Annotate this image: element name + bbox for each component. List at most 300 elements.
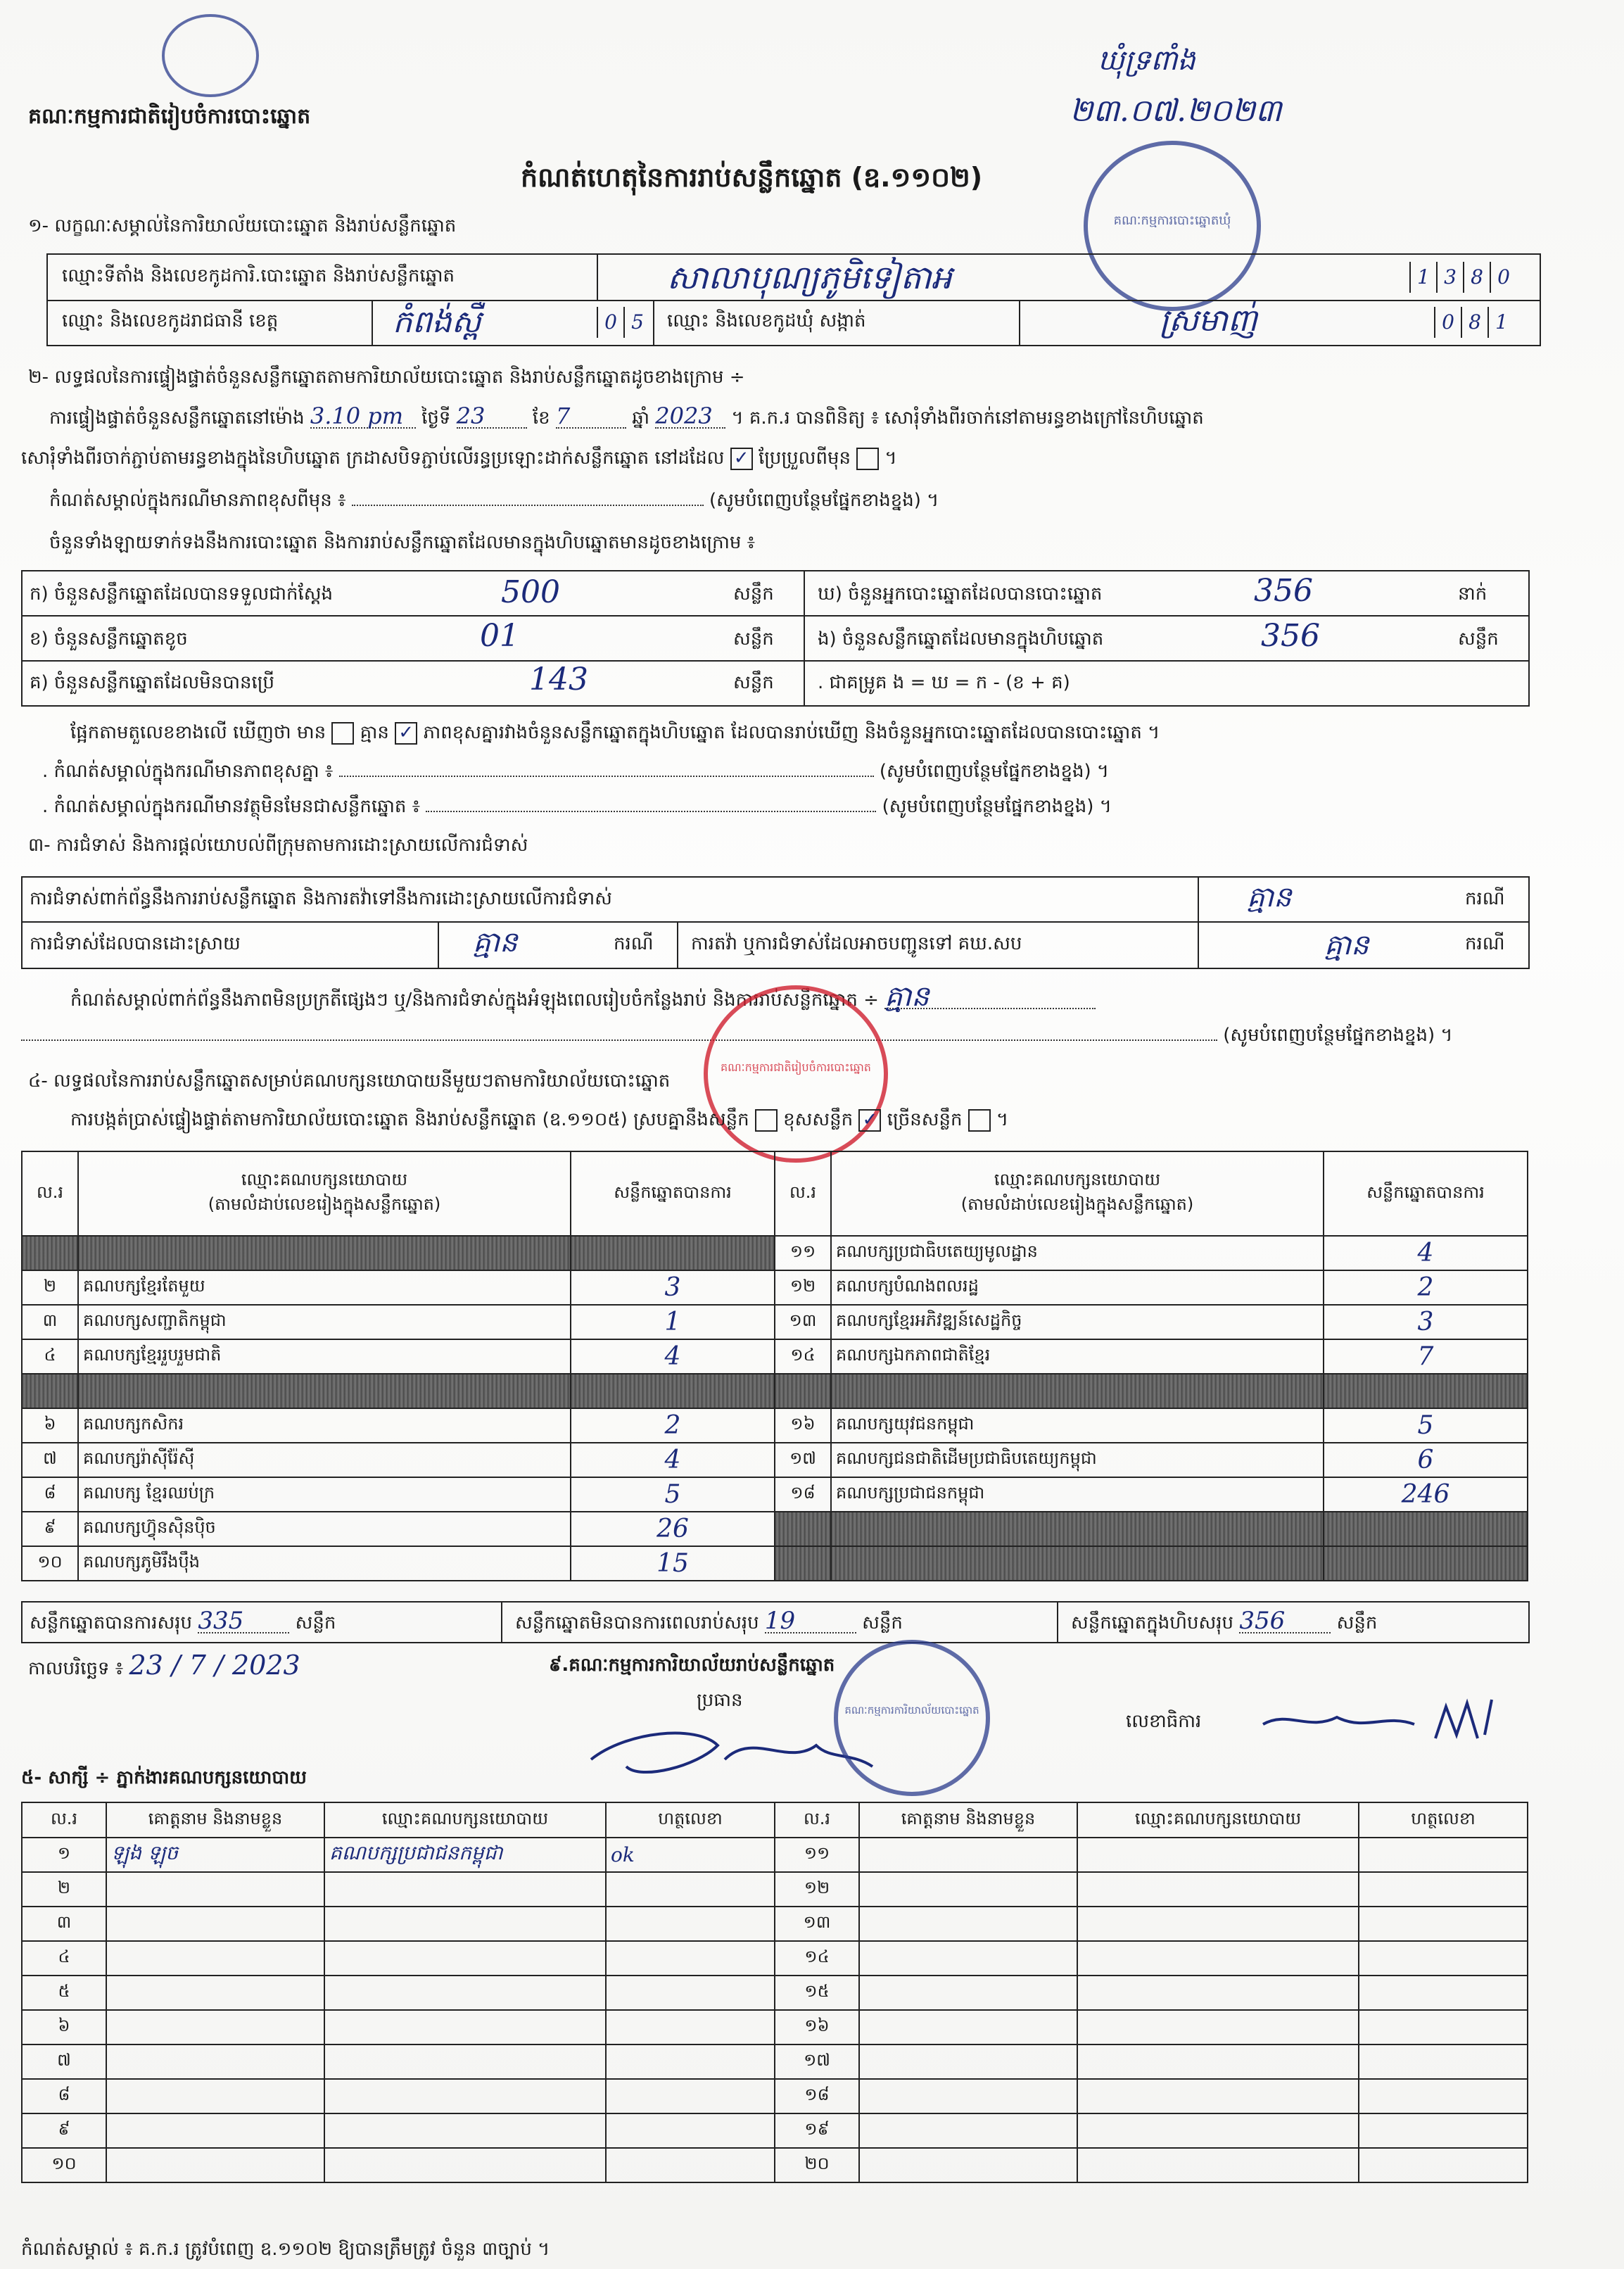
witness-name[interactable] bbox=[106, 1872, 324, 1907]
witness-party[interactable] bbox=[324, 2010, 606, 2044]
party-votes: 4 bbox=[571, 1443, 775, 1477]
results-row bbox=[22, 1374, 1528, 1408]
office-value: សាលាបុណ្យភូមិទៀតាអ bbox=[667, 258, 952, 296]
total-invalid-label: សន្លឹកឆ្នោតមិនបានការពេលរាប់សរុប bbox=[515, 1612, 759, 1633]
party-number: ១៤ bbox=[775, 1339, 831, 1374]
witness-no: ១១ bbox=[775, 1838, 859, 1872]
in-box-value: 356 bbox=[1261, 618, 1320, 654]
witness-row bbox=[22, 1872, 1528, 1907]
witness-name[interactable] bbox=[106, 1976, 324, 2010]
witness-sign[interactable] bbox=[606, 2148, 775, 2182]
witness-row bbox=[22, 1941, 1528, 1976]
date-label: កាលបរិច្ឆេទ ៖ bbox=[28, 1658, 124, 1679]
irregularity-value: គ្មាន bbox=[884, 985, 1096, 1009]
col-name: គោត្តនាម និងនាមខ្លួន bbox=[106, 1802, 324, 1838]
office-stamp bbox=[834, 1640, 990, 1796]
witness-party[interactable]: គណបក្សប្រជាជនកម្ពុជា bbox=[324, 1838, 606, 1872]
formula: . ជាគម្រូគ ង = ឃ = ក - (ខ + គ) bbox=[818, 672, 1070, 693]
party-votes: 5 bbox=[571, 1477, 775, 1512]
party-name: គណបក្សខ្មែរអភិវឌ្ឍន៍សេដ្ឋកិច្ច bbox=[831, 1305, 1324, 1339]
province-code bbox=[597, 307, 650, 338]
verification-time: 3.10 pm bbox=[310, 405, 416, 429]
witness-name[interactable] bbox=[859, 1941, 1077, 1976]
section4-heading: ៤- លទ្ធផលនៃការរាប់សន្លឹកឆ្នោតសម្រាប់គណបក្សនយោបាយនីមួយៗតាមការិយាល័យបោះឆ្នោត bbox=[28, 1070, 671, 1092]
party-name: គណបក្សរ៉ាស៊ីរ៉ែសុី bbox=[78, 1443, 571, 1477]
witness-sign[interactable] bbox=[1359, 1976, 1528, 2010]
witness-name[interactable] bbox=[859, 2044, 1077, 2079]
witness-row bbox=[22, 2044, 1528, 2079]
party-votes: 6 bbox=[1324, 1443, 1528, 1477]
party-number: ១០ bbox=[22, 1546, 78, 1581]
witness-party[interactable] bbox=[1077, 2044, 1359, 2079]
label-office: ឈ្មោះទីតាំង និងលេខកូដការិ.បោះឆ្នោត និងរាប់សន្លឹកឆ្នោត bbox=[62, 265, 455, 286]
party-name: គណបក្សយុវជនកម្ពុជា bbox=[831, 1408, 1324, 1443]
results-row bbox=[22, 1408, 1528, 1443]
witness-no: ៣ bbox=[22, 1907, 106, 1941]
party-votes: 15 bbox=[571, 1546, 775, 1581]
witness-party[interactable] bbox=[324, 2079, 606, 2113]
commune-code-digit: 1 bbox=[1487, 307, 1514, 338]
totals-row bbox=[21, 1601, 1530, 1643]
party-votes: 7 bbox=[1324, 1339, 1528, 1374]
results-row bbox=[22, 1546, 1528, 1581]
secretary-signature bbox=[1260, 1696, 1513, 1745]
objection-table bbox=[21, 876, 1530, 969]
party-number: ១២ bbox=[775, 1270, 831, 1305]
party-number: ១៧ bbox=[775, 1443, 831, 1477]
witness-party[interactable] bbox=[1077, 1941, 1359, 1976]
mismatch-label: ខុសសន្លឹក bbox=[783, 1109, 854, 1130]
total-valid-value: 335 bbox=[198, 1610, 289, 1633]
witness-sign[interactable] bbox=[606, 1872, 775, 1907]
party-number: ១៦ bbox=[775, 1408, 831, 1443]
national-committee-stamp-text: គណៈកម្មការជាតិរៀបចំការបោះឆ្នោត bbox=[721, 1061, 871, 1074]
case-label: ករណី bbox=[1465, 933, 1505, 954]
total-valid-label: សន្លឹកឆ្នោតបានការសរុប bbox=[30, 1612, 193, 1633]
no-discrepancy-label: គ្មាន bbox=[360, 722, 389, 743]
party-number: ១៣ bbox=[775, 1305, 831, 1339]
voters-label: ឃ) ចំនួនអ្នកបោះឆ្នោតដែលបានបោះឆ្នោត bbox=[818, 583, 1103, 605]
witness-party[interactable] bbox=[324, 1907, 606, 1941]
date-line bbox=[28, 1650, 300, 1681]
foreign-object-label: . កំណត់សម្គាល់ក្នុងករណីមានវត្ថុមិនមែនជាសន្លឹកឆ្នោត ៖ bbox=[42, 796, 421, 817]
witness-party[interactable] bbox=[1077, 2010, 1359, 2044]
verification-label: ការផ្ទៀងផ្ទាត់ចំនួនសន្លឹកឆ្នោតនៅម៉ោង bbox=[49, 407, 305, 429]
witness-sign[interactable] bbox=[1359, 2044, 1528, 2079]
witness-name[interactable] bbox=[106, 1941, 324, 1976]
secretary-label: លេខាធិការ bbox=[1126, 1711, 1202, 1732]
results-row bbox=[22, 1339, 1528, 1374]
party-number: ៤ bbox=[22, 1339, 78, 1374]
label-province: ឈ្មោះ និងលេខកូដរាជធានី ខេត្ត bbox=[62, 310, 279, 331]
received-label: ក) ចំនួនសន្លឹកឆ្នោតដែលបានទទួលជាក់ស្តែង bbox=[30, 583, 334, 605]
results-row bbox=[22, 1512, 1528, 1546]
province-value: កំពង់ស្ពឺ bbox=[393, 304, 481, 340]
total-invalid-value: 19 bbox=[765, 1610, 856, 1633]
changed-label: ប្រែប្រួលពីមុន bbox=[758, 448, 851, 469]
emblem-logo bbox=[162, 14, 259, 97]
party-votes: 4 bbox=[1324, 1236, 1528, 1270]
witness-no: ២០ bbox=[775, 2148, 859, 2182]
province-code-digit: 5 bbox=[623, 307, 650, 338]
col-sign: ហត្ថលេខា bbox=[1359, 1802, 1528, 1838]
witness-no: ២ bbox=[22, 1872, 106, 1907]
case-label: ករណី bbox=[614, 933, 654, 954]
section5-heading: ៥- សាក្សី ÷ ភ្នាក់ងារគណបក្សនយោបាយ bbox=[21, 1767, 307, 1788]
unit: សន្លឹក bbox=[862, 1612, 903, 1633]
party-votes: 4 bbox=[571, 1339, 775, 1374]
office-code bbox=[1409, 262, 1516, 293]
party-number bbox=[775, 1546, 831, 1581]
has-discrepancy-checkbox[interactable] bbox=[331, 722, 354, 745]
verification-seal-text: ។ គ.ក.រ បានពិនិត្យ ៖ សោរុំទាំងពីរចាក់នៅតាមរន្ធខាងក្រៅនៃហិបឆ្នោត bbox=[731, 407, 1204, 429]
party-number: ៦ bbox=[22, 1408, 78, 1443]
witness-party[interactable] bbox=[324, 2044, 606, 2079]
witness-party[interactable] bbox=[1077, 1872, 1359, 1907]
seal-check-text: សោរុំទាំងពីរចាក់ភ្ជាប់តាមរន្ធខាងក្នុងនៃហិបឆ្នោត ក្រដាសបិទភ្ជាប់លើរន្ធប្រឡោះដាក់សន្លឹកឆ្នោត នៅដដែល bbox=[21, 448, 725, 469]
party-votes bbox=[571, 1374, 775, 1408]
commune-code bbox=[1434, 307, 1514, 338]
witness-row bbox=[22, 1838, 1528, 1872]
counting-committee: ៩.គណៈកម្មការការិយាល័យរាប់សន្លឹកឆ្នោត bbox=[549, 1655, 835, 1676]
party-name: គណបក្សជនជាតិដើមប្រជាធិបតេយ្យកម្ពុជា bbox=[831, 1443, 1324, 1477]
col-sign: ហត្ថលេខា bbox=[606, 1802, 775, 1838]
col-party-title: ឈ្មោះគណបក្សនយោបាយ bbox=[994, 1170, 1161, 1189]
discrepancy-label: ផ្អែកតាមតួលេខខាងលើ ឃើញថា មាន bbox=[70, 722, 326, 743]
witness-no: ៩ bbox=[22, 2113, 106, 2148]
witness-sign[interactable] bbox=[606, 1976, 775, 2010]
office-code-digit: 8 bbox=[1463, 262, 1490, 293]
excess-label: ច្រើនសន្លឹក bbox=[887, 1109, 963, 1130]
results-table bbox=[21, 1151, 1527, 1581]
seal-remark-label: កំណត់សម្គាល់ក្នុងករណីមានភាពខុសពីមុន ៖ bbox=[49, 490, 346, 511]
spoiled-value: 01 bbox=[480, 618, 519, 654]
party-name bbox=[78, 1236, 571, 1270]
mismatch-checkbox[interactable]: ✓ bbox=[858, 1109, 881, 1132]
col-party bbox=[78, 1151, 571, 1236]
match-checkbox[interactable] bbox=[755, 1109, 778, 1132]
witness-name[interactable] bbox=[859, 1976, 1077, 2010]
party-name: គណបក្សឯកភាពជាតិខ្មែរ bbox=[831, 1339, 1324, 1374]
committee-name: គណៈកម្មការជាតិរៀបចំការបោះឆ្នោត bbox=[28, 104, 311, 129]
party-votes: 3 bbox=[1324, 1305, 1528, 1339]
discrepancy-line bbox=[70, 721, 1160, 745]
party-votes: 26 bbox=[571, 1512, 775, 1546]
witness-sign[interactable] bbox=[1359, 2010, 1528, 2044]
discrepancy-remark-label: . កំណត់សម្គាល់ក្នុងករណីមានភាពខុសគ្នា ៖ bbox=[42, 761, 334, 782]
irregularity-line bbox=[70, 980, 1096, 1013]
commune-code-digit: 0 bbox=[1434, 307, 1461, 338]
party-name: គណបក្សប្រជាធិបតេយ្យមូលដ្ឋាន bbox=[831, 1236, 1324, 1270]
witness-sign[interactable] bbox=[606, 2079, 775, 2113]
received-value: 500 bbox=[501, 574, 560, 610]
escalated-value: គ្មាន bbox=[1324, 929, 1369, 961]
foreign-object-remark bbox=[42, 795, 1112, 818]
witness-party[interactable] bbox=[324, 2148, 606, 2182]
handwritten-commune-note: ឃុំទ្រពាំង bbox=[1098, 44, 1195, 77]
party-name: គណបក្សបំណងពលរដ្ឋ bbox=[831, 1270, 1324, 1305]
party-votes: 1 bbox=[571, 1305, 775, 1339]
witness-name[interactable] bbox=[106, 2148, 324, 2182]
col-votes: សន្លឹកឆ្នោតបានការ bbox=[1324, 1151, 1528, 1236]
party-name bbox=[831, 1546, 1324, 1581]
party-votes bbox=[571, 1236, 775, 1270]
seal-check-line: សោរុំទាំងពីរចាក់ភ្ជាប់តាមរន្ធខាងក្នុងនៃហិបឆ្នោត ក្រដាសបិទភ្ជាប់លើរន្ធប្រឡោះដាក់សន្លឹកឆ្នោត នៅដដែល ✓ ប្រែប្រួលពីមុន ។ bbox=[21, 447, 897, 469]
objection-row1-label: ការជំទាស់ពាក់ព័ន្ធនឹងការរាប់សន្លឹកឆ្នោត និងការតវ៉ាទៅនឹងការដោះស្រាយលើការជំទាស់ bbox=[30, 888, 612, 909]
seal-remark-note: (សូមបំពេញបន្ថែមផ្នែកខាងខ្នង) ។ bbox=[709, 490, 939, 511]
office-code-digit: 0 bbox=[1490, 262, 1516, 293]
chairman-label: ប្រធាន bbox=[697, 1690, 743, 1711]
col-no: ល.រ bbox=[775, 1151, 831, 1236]
witness-name[interactable] bbox=[106, 1907, 324, 1941]
received-unit: សន្លឹក bbox=[733, 583, 774, 605]
results-row bbox=[22, 1443, 1528, 1477]
party-number bbox=[775, 1374, 831, 1408]
witness-no: ១៩ bbox=[775, 2113, 859, 2148]
col-party: ឈ្មោះគណបក្សនយោបាយ bbox=[1077, 1802, 1359, 1838]
col-no: ល.រ bbox=[775, 1802, 859, 1838]
witness-sign[interactable] bbox=[606, 2010, 775, 2044]
col-no: ល.រ bbox=[22, 1802, 106, 1838]
ballot-count-table bbox=[21, 570, 1530, 707]
cross-check-label: ការបង្កត់ប្រាស់ផ្ទៀងផ្ទាត់តាមការិយាល័យបោះឆ្នោត និងរាប់សន្លឹកឆ្នោត (ឧ.១១០៥) ស្របគ្នានឹងសន្លឹក bbox=[70, 1109, 749, 1130]
party-name: គណបក្សកសិករ bbox=[78, 1408, 571, 1443]
party-number: ៩ bbox=[22, 1512, 78, 1546]
witness-no: ៨ bbox=[22, 2079, 106, 2113]
discrepancy-description: ភាពខុសគ្នារវាងចំនួនសន្លឹកឆ្នោតក្នុងហិបឆ្នោត ដែលបានរាប់ឃើញ និងចំនួនអ្នកបោះឆ្នោតដែលបានបោះឆ្នោត ។ bbox=[423, 722, 1160, 743]
excess-checkbox[interactable] bbox=[968, 1109, 991, 1132]
irregularity-label: កំណត់សម្គាល់ពាក់ព័ន្ធនឹងភាពមិនប្រក្រតីផ្សេងៗ ឬ/និងការជំទាស់ក្នុងអំឡុងពេលរៀបចំកន្លែងរាប់ និងការរាប់សន្លឹកឆ្នោត ÷ bbox=[70, 990, 879, 1011]
party-votes: 2 bbox=[571, 1408, 775, 1443]
party-number: ៣ bbox=[22, 1305, 78, 1339]
total-box-label: សន្លឹកឆ្នោតក្នុងហិបសរុប bbox=[1071, 1612, 1234, 1633]
witness-row bbox=[22, 2113, 1528, 2148]
col-party bbox=[831, 1151, 1324, 1236]
footnote: កំណត់សម្គាល់ ៖ គ.ក.រ ត្រូវបំពេញ ឧ.១១០២ ឱ្យបានត្រឹមត្រូវ ចំនួន ៣ច្បាប់ ។ bbox=[21, 2239, 550, 2260]
witness-no: ៦ bbox=[22, 2010, 106, 2044]
col-party: ឈ្មោះគណបក្សនយោបាយ bbox=[324, 1802, 606, 1838]
verification-month: 7 bbox=[556, 405, 626, 429]
seal-remark-line bbox=[49, 489, 939, 512]
case-label: ករណី bbox=[1465, 888, 1505, 909]
witness-sign[interactable] bbox=[1359, 2113, 1528, 2148]
changed-checkbox[interactable] bbox=[856, 448, 879, 470]
party-name bbox=[78, 1374, 571, 1408]
in-box-label: ង) ចំនួនសន្លឹកឆ្នោតដែលមានក្នុងហិបឆ្នោត bbox=[818, 628, 1104, 650]
witness-name[interactable] bbox=[106, 2113, 324, 2148]
party-number: ៨ bbox=[22, 1477, 78, 1512]
verification-month-label: ខែ bbox=[532, 407, 550, 429]
verification-year: 2023 bbox=[655, 405, 725, 429]
witness-no: ១០ bbox=[22, 2148, 106, 2182]
party-name: គណបក្សប្រជាជនកម្ពុជា bbox=[831, 1477, 1324, 1512]
commune-code-digit: 8 bbox=[1461, 307, 1487, 338]
results-row bbox=[22, 1305, 1528, 1339]
no-discrepancy-checkbox[interactable]: ✓ bbox=[395, 722, 417, 745]
witness-name[interactable] bbox=[859, 1907, 1077, 1941]
witness-row bbox=[22, 2079, 1528, 2113]
witness-no: ១២ bbox=[775, 1872, 859, 1907]
total-box bbox=[1071, 1607, 1378, 1635]
witness-name[interactable] bbox=[859, 1838, 1077, 1872]
foreign-object-note: (សូមបំពេញបន្ថែមផ្នែកខាងខ្នង) ។ bbox=[882, 796, 1112, 817]
witness-sign[interactable]: ok bbox=[606, 1838, 775, 1872]
witness-no: ១៦ bbox=[775, 2010, 859, 2044]
witness-no: ១ bbox=[22, 1838, 106, 1872]
witness-no: ១៤ bbox=[775, 1941, 859, 1976]
witness-sign[interactable] bbox=[606, 2044, 775, 2079]
handwritten-date-note: ២៣.០៧.២០២៣ bbox=[1070, 93, 1282, 129]
witness-no: ១៥ bbox=[775, 1976, 859, 2010]
verification-line bbox=[49, 405, 1204, 429]
witness-name[interactable] bbox=[106, 2044, 324, 2079]
cross-check-line: ការបង្កត់ប្រាស់ផ្ទៀងផ្ទាត់តាមការិយាល័យបោះឆ្នោត និងរាប់សន្លឹកឆ្នោត (ឧ.១១០៥) ស្របគ្នានឹងសន្លឹក ខុសសន្លឹក ✓ ច្រើនសន្លឹក ។ bbox=[70, 1108, 1009, 1130]
witness-sign[interactable] bbox=[1359, 1907, 1528, 1941]
unit: សន្លឹក bbox=[1336, 1612, 1378, 1633]
unused-label: គ) ចំនួនសន្លឹកឆ្នោតដែលមិនបានប្រើ bbox=[30, 672, 274, 693]
party-name: គណបក្ស ខ្មែរឈប់ក្រ bbox=[78, 1477, 571, 1512]
witness-party[interactable] bbox=[324, 1976, 606, 2010]
commune-stamp-text: គណៈកម្មការបោះឆ្នោតឃុំ bbox=[1113, 213, 1231, 228]
total-valid bbox=[30, 1607, 336, 1635]
office-code-digit: 3 bbox=[1436, 262, 1463, 293]
resolved-label: ការជំទាស់ដែលបានដោះស្រាយ bbox=[30, 933, 241, 954]
col-party-title: ឈ្មោះគណបក្សនយោបាយ bbox=[241, 1170, 408, 1189]
resolved-value: គ្មាន bbox=[473, 926, 518, 959]
label-commune: ឈ្មោះ និងលេខកូដឃុំ សង្កាត់ bbox=[667, 310, 866, 331]
party-votes: 2 bbox=[1324, 1270, 1528, 1305]
party-name: គណបក្សភូមិរឹងប៉ឹង bbox=[78, 1546, 571, 1581]
results-row bbox=[22, 1236, 1528, 1270]
party-number: ៧ bbox=[22, 1443, 78, 1477]
witness-party[interactable] bbox=[1077, 1976, 1359, 2010]
witness-sign[interactable] bbox=[1359, 1838, 1528, 1872]
irregularity-note: (សូមបំពេញបន្ថែមផ្នែកខាងខ្នង) ។ bbox=[1223, 1025, 1453, 1046]
witness-party[interactable] bbox=[1077, 2079, 1359, 2113]
section1-heading: ១- លក្ខណៈសម្គាល់នៃការិយាល័យបោះឆ្នោត និងរាប់សន្លឹកឆ្នោត bbox=[28, 215, 457, 236]
witness-no: ១៧ bbox=[775, 2044, 859, 2079]
witness-row bbox=[22, 1976, 1528, 2010]
party-name: គណបក្សសញ្ជាតិកម្ពុជា bbox=[78, 1305, 571, 1339]
party-number bbox=[22, 1236, 78, 1270]
witness-sign[interactable] bbox=[1359, 1872, 1528, 1907]
witness-name[interactable] bbox=[106, 2010, 324, 2044]
results-row bbox=[22, 1270, 1528, 1305]
witness-name[interactable] bbox=[859, 2113, 1077, 2148]
party-votes bbox=[1324, 1374, 1528, 1408]
witness-party[interactable] bbox=[1077, 2148, 1359, 2182]
party-number bbox=[775, 1512, 831, 1546]
discrepancy-remark bbox=[42, 760, 1109, 783]
witness-row bbox=[22, 2148, 1528, 2182]
party-name: គណបក្សខ្មែររួបរួមជាតិ bbox=[78, 1339, 571, 1374]
witness-party[interactable] bbox=[324, 1872, 606, 1907]
witness-no: ៧ bbox=[22, 2044, 106, 2079]
commune-value: ស្រមាញ់ bbox=[1160, 303, 1257, 339]
witness-party[interactable] bbox=[324, 2113, 606, 2148]
verification-day: 23 bbox=[457, 405, 527, 429]
witness-name[interactable]: ឡុង ឡុច bbox=[106, 1838, 324, 1872]
voters-unit: នាក់ bbox=[1458, 583, 1487, 605]
witness-party[interactable] bbox=[1077, 1907, 1359, 1941]
escalated-label: ការតវ៉ា ឬការជំទាស់ដែលអាចបញ្ជូនទៅ គឃ.សប bbox=[691, 933, 1022, 954]
unchanged-checkbox[interactable]: ✓ bbox=[730, 448, 753, 470]
party-votes: 3 bbox=[571, 1270, 775, 1305]
witness-sign[interactable] bbox=[1359, 2079, 1528, 2113]
party-number bbox=[22, 1374, 78, 1408]
col-party-sub: (តាមលំដាប់លេខរៀងក្នុងសន្លឹកឆ្នោត) bbox=[960, 1194, 1194, 1214]
col-no: ល.រ bbox=[22, 1151, 78, 1236]
spoiled-unit: សន្លឹក bbox=[733, 628, 774, 650]
witness-no: ១៨ bbox=[775, 2079, 859, 2113]
total-box-value: 356 bbox=[1239, 1610, 1331, 1633]
party-number: ១១ bbox=[775, 1236, 831, 1270]
col-name: គោត្តនាម និងនាមខ្លួន bbox=[859, 1802, 1077, 1838]
witness-party[interactable] bbox=[1077, 2113, 1359, 2148]
section1-table bbox=[46, 253, 1541, 346]
witness-no: ១៣ bbox=[775, 1907, 859, 1941]
unused-unit: សន្លឹក bbox=[733, 672, 774, 693]
verification-year-label: ឆ្នាំ bbox=[632, 407, 649, 429]
witness-name[interactable] bbox=[859, 2010, 1077, 2044]
witness-sign[interactable] bbox=[606, 2113, 775, 2148]
in-box-unit: សន្លឹក bbox=[1458, 628, 1499, 650]
party-name bbox=[831, 1374, 1324, 1408]
witness-name[interactable] bbox=[106, 2079, 324, 2113]
date-value: 23 / 7 / 2023 bbox=[129, 1650, 300, 1681]
numbers-intro: ចំនួនទាំងឡាយទាក់ទងនឹងការបោះឆ្នោត និងការរាប់សន្លឹកឆ្នោតដែលមានក្នុងហិបឆ្នោតមានដូចខាងក្រោម ៖ bbox=[49, 532, 756, 553]
witness-row bbox=[22, 1907, 1528, 1941]
party-votes bbox=[1324, 1546, 1528, 1581]
witness-sign[interactable] bbox=[1359, 2148, 1528, 2182]
unused-value: 143 bbox=[529, 662, 588, 697]
witness-party[interactable] bbox=[1077, 1838, 1359, 1872]
party-name bbox=[831, 1512, 1324, 1546]
witness-no: ៥ bbox=[22, 1976, 106, 2010]
province-code-digit: 0 bbox=[597, 307, 623, 338]
col-party-sub: (តាមលំដាប់លេខរៀងក្នុងសន្លឹកឆ្នោត) bbox=[208, 1194, 441, 1214]
voters-value: 356 bbox=[1254, 573, 1313, 609]
total-invalid bbox=[515, 1607, 903, 1635]
witness-name[interactable] bbox=[859, 2079, 1077, 2113]
witness-sign[interactable] bbox=[1359, 1941, 1528, 1976]
section2-heading: ២- លទ្ធផលនៃការផ្ទៀងផ្ទាត់ចំនួនសន្លឹកឆ្នោតតាមការិយាល័យបោះឆ្នោត និងរាប់សន្លឹកឆ្នោតដូចខាងក្រោម ÷ bbox=[28, 367, 745, 388]
verification-day-label: ថ្ងៃទី bbox=[421, 407, 451, 429]
witness-party[interactable] bbox=[324, 1941, 606, 1976]
party-name: គណបក្សខ្មែរតែមួយ bbox=[78, 1270, 571, 1305]
discrepancy-remark-note: (សូមបំពេញបន្ថែមផ្នែកខាងខ្នង) ។ bbox=[879, 761, 1110, 782]
witness-name[interactable] bbox=[859, 1872, 1077, 1907]
witness-no: ៤ bbox=[22, 1941, 106, 1976]
witness-sign[interactable] bbox=[606, 1941, 775, 1976]
party-votes: 5 bbox=[1324, 1408, 1528, 1443]
witness-row bbox=[22, 2010, 1528, 2044]
objection-row1-value: គ្មាន bbox=[1247, 881, 1292, 914]
witness-name[interactable] bbox=[859, 2148, 1077, 2182]
spoiled-label: ខ) ចំនួនសន្លឹកឆ្នោតខូច bbox=[30, 628, 188, 650]
page-title: កំណត់ហេតុនៃការរាប់សន្លឹកឆ្នោត (ឧ.១១០២) bbox=[521, 162, 983, 193]
witness-sign[interactable] bbox=[606, 1907, 775, 1941]
national-committee-stamp bbox=[704, 985, 888, 1163]
party-name: គណបក្សហ៊្វុនស៊ិនប៉ិច bbox=[78, 1512, 571, 1546]
party-votes: 246 bbox=[1324, 1477, 1528, 1512]
witness-table bbox=[21, 1802, 1527, 2183]
party-number: ១៨ bbox=[775, 1477, 831, 1512]
office-stamp-text: គណៈកម្មការការិយាល័យបោះឆ្នោត bbox=[844, 1704, 979, 1717]
results-row bbox=[22, 1477, 1528, 1512]
party-votes bbox=[1324, 1512, 1528, 1546]
party-number: ២ bbox=[22, 1270, 78, 1305]
